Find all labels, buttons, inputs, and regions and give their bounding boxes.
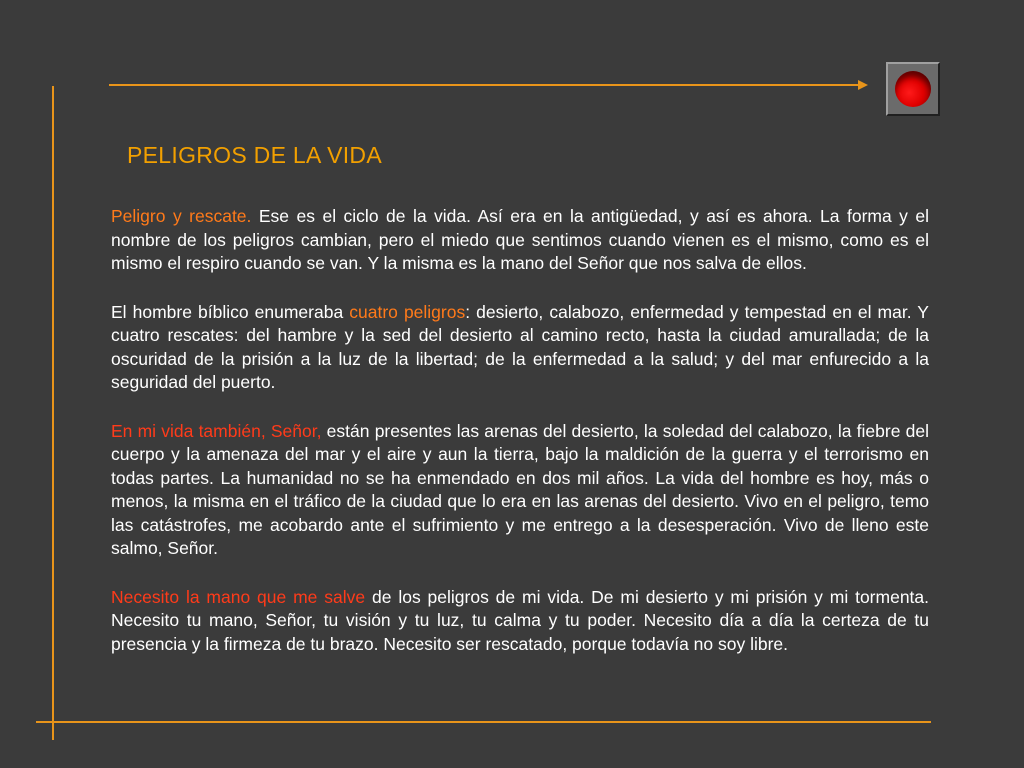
left-vertical-rule xyxy=(52,86,54,740)
page-title: PELIGROS DE LA VIDA xyxy=(127,142,382,168)
paragraph-1-highlight: Peligro y rescate. xyxy=(111,206,252,226)
bottom-horizontal-rule xyxy=(36,721,931,723)
paragraph-2-highlight: cuatro peligros xyxy=(349,301,466,322)
top-arrow-line xyxy=(109,84,864,86)
paragraph-3 xyxy=(111,420,929,561)
paragraph-2-text-after: : desierto, calabozo, enfermedad y tempestad en el mar. Y cuatro rescates: del hambre y la sed del desierto al camino recto, hasta la ciudad amurallada; de la oscuridad de la prisión a la luz de la libertad; de la enfermedad a la salud; y del mar enfurecido a la seguridad del puerto. xyxy=(111,301,929,392)
slide-body xyxy=(111,205,929,681)
arrow-right-icon xyxy=(858,80,868,90)
paragraph-3-text: están presentes las arenas del desierto, la soledad del calabozo, la fiebre del cuerpo y la amenaza del mar y el aire y aun la tierra, bajo la maldición de la guerra y el terrorismo en todas partes. La humanidad no se ha enmendado en dos mil años. La vida del hombre es hoy, más o menos, la misma en el tráfico de la ciudad que lo era en las arenas del desierto. Vivo en el peligro, temo las catástrofes, me acobardo ante el sufrimiento y me entrego a la desesperación. Vivo de lleno este salmo, Señor. xyxy=(111,420,929,558)
next-slide-button[interactable] xyxy=(886,62,940,116)
paragraph-2 xyxy=(111,301,929,395)
red-circle-button-icon xyxy=(895,71,931,107)
paragraph-1 xyxy=(111,205,929,276)
paragraph-4-highlight: Necesito la mano que me salve xyxy=(111,586,366,607)
paragraph-4 xyxy=(111,586,929,657)
paragraph-3-highlight: En mi vida también, Señor, xyxy=(111,420,322,441)
paragraph-2-text-before: El hombre bíblico enumeraba xyxy=(111,301,350,322)
paragraph-4-text: de los peligros de mi vida. De mi desierto y mi prisión y mi tormenta. Necesito tu mano, Señor, tu visión y tu luz, tu calma y tu poder. Necesito día a día la certeza de tu presencia y la firmeza de tu brazo. Necesito ser rescatado, porque todavía no soy libre. xyxy=(111,586,930,654)
paragraph-1-text: Ese es el ciclo de la vida. Así era en la antigüedad, y así es ahora. La forma y el nombre de los peligros cambian, pero el miedo que sentimos cuando vienen es el mismo, como es el mismo el respiro cuando se van. Y la misma es la mano del Señor que nos salva de ellos. xyxy=(111,206,930,273)
